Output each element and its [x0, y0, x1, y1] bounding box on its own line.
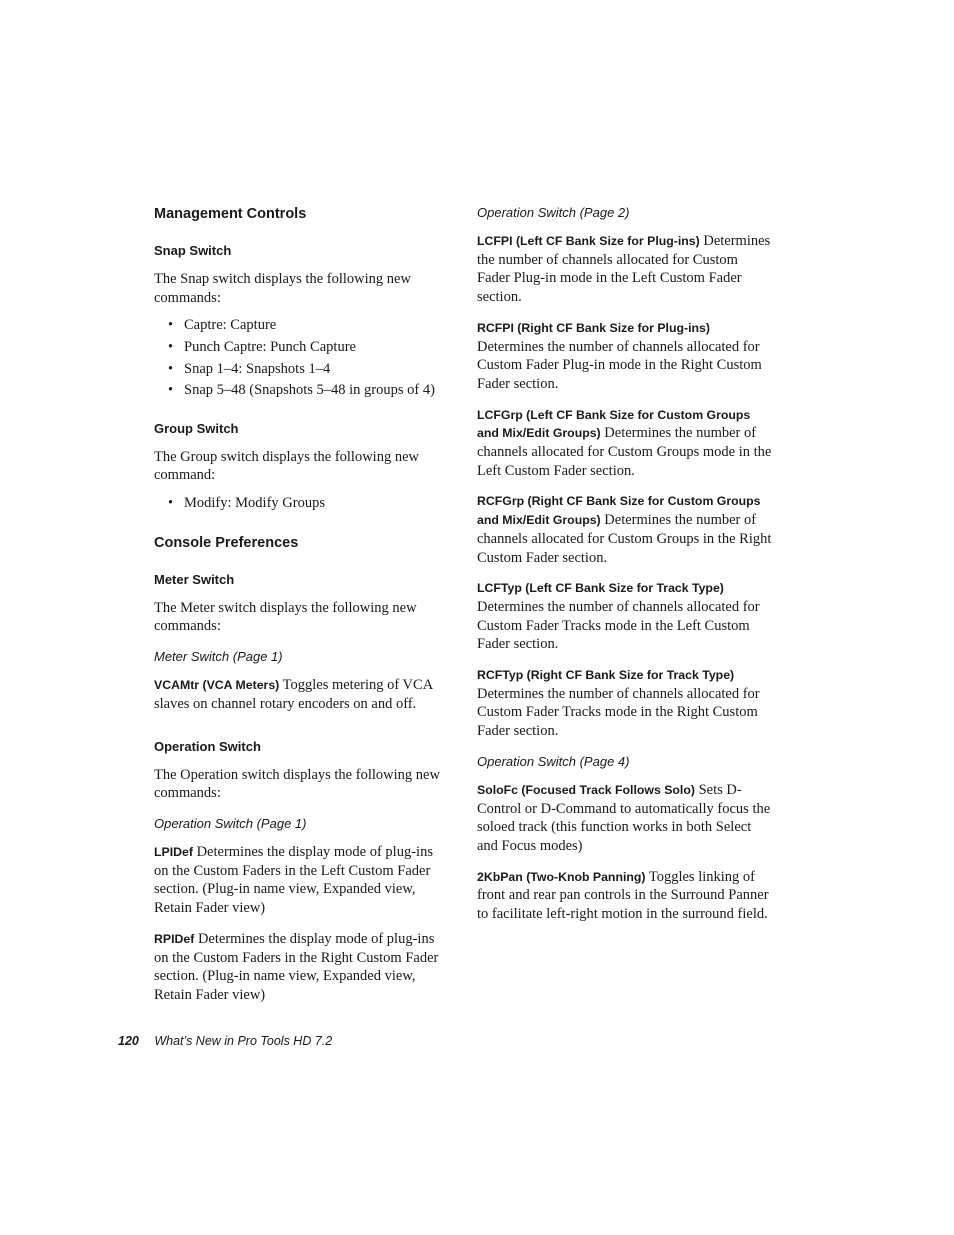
term-description: Determines the display mode of plug-ins on the Custom Faders in the Right Custom Fader section. (Plug-in name view, Expanded view, Retain Fader view)	[154, 930, 439, 1003]
term-label: RPIDef	[154, 931, 195, 946]
subheading-operation-switch: Operation Switch	[154, 738, 261, 754]
group-command-list	[154, 493, 450, 515]
right-column	[477, 204, 773, 936]
meter-description: The Meter switch displays the following new commands:	[154, 599, 417, 635]
subheading-snap-switch: Snap Switch	[154, 243, 232, 258]
left-column	[154, 204, 450, 1017]
term-description: Determines the number of channels allocated for Custom Groups mode in the Left Custom Fader section.	[477, 425, 772, 479]
term-label: RCFPI (Right CF Bank Size for Plug-ins)	[477, 320, 710, 335]
rcfpi-entry	[477, 319, 773, 394]
term-description: Determines the number of channels allocated for Custom Fader Plug-in mode in the Right Custom Fader section.	[477, 338, 762, 392]
list-item: • Modify: Modify Groups	[168, 493, 450, 515]
section-heading-console-preferences: Console Preferences	[154, 534, 299, 551]
list-item: • Snap 5–48 (Snapshots 5–48 in groups of 4)	[168, 380, 450, 402]
term-description: Determines the number of channels allocated for Custom Fader Tracks mode in the Left Custom Fader section.	[477, 598, 760, 653]
section-heading-management: Management Controls	[154, 206, 307, 222]
list-item: • Punch Captre: Punch Capture	[168, 337, 450, 359]
term-label: SoloFc (Focused Track Follows Solo)	[477, 782, 695, 797]
term-label: LCFPI (Left CF Bank Size for Plug-ins)	[477, 234, 700, 248]
rcftyp-entry	[477, 666, 773, 741]
term-description: Toggles metering of VCA slaves on channel rotary encoders on and off.	[154, 677, 433, 712]
solofc-entry	[477, 781, 773, 856]
lpldef-entry	[154, 843, 450, 918]
term-description: Toggles linking of front and rear pan controls in the Surround Panner to facilitate left-right motion in the surround field.	[477, 868, 769, 923]
list-item: • Captre: Capture	[168, 315, 450, 337]
term-description: Sets D-Control or D-Command to automatically focus the soloed track (this function works in both Select and Focus modes)	[477, 781, 771, 854]
snap-command-list	[154, 315, 450, 401]
term-label: RCFTyp (Right CF Bank Size for Track Type)	[477, 668, 735, 683]
rcfgrp-entry	[477, 492, 773, 567]
term-description: Determines the number of channels allocated for Custom Groups in the Right Custom Fader section.	[477, 512, 772, 566]
operation-description: The Operation switch displays the following new commands:	[154, 766, 440, 802]
subheading-group-switch: Group Switch	[154, 420, 239, 436]
group-description: The Group switch displays the following new command:	[154, 448, 419, 484]
term-description: Determines the number of channels allocated for Custom Fader Plug-in mode in the Left Custom Fader section.	[477, 233, 771, 306]
term-label: LCFGrp (Left CF Bank Size for Custom Groups and Mix/Edit Groups)	[477, 407, 751, 441]
term-label: RCFGrp (Right CF Bank Size for Custom Groups and Mix/Edit Groups)	[477, 494, 761, 528]
term-label: VCAMtr (VCA Meters)	[154, 678, 280, 693]
document-title: What’s New in Pro Tools HD 7.2	[154, 1034, 333, 1048]
lcftyp-entry	[477, 579, 773, 654]
snap-description: The Snap switch displays the following new commands:	[154, 271, 411, 306]
lcfgrp-entry	[477, 406, 773, 481]
term-description: Determines the display mode of plug-ins on the Custom Faders in the Left Custom Fader section. (Plug-in name view, Expanded view, Retain Fader view)	[154, 844, 433, 917]
rpldef-entry	[154, 930, 450, 1005]
page-number: 120	[118, 1034, 139, 1048]
subheading-operation-page-4: Operation Switch (Page 4)	[477, 753, 630, 769]
subheading-operation-page-2: Operation Switch (Page 2)	[477, 205, 630, 220]
lcfpi-entry	[477, 232, 773, 307]
subheading-meter-switch: Meter Switch	[154, 571, 235, 587]
twokbpan-entry	[477, 868, 773, 924]
term-description: Determines the number of channels allocated for Custom Fader Tracks mode in the Right Custom Fader section.	[477, 685, 760, 740]
subheading-operation-page-1: Operation Switch (Page 1)	[154, 816, 307, 831]
term-label: LPIDef	[154, 845, 193, 859]
term-label: 2KbPan (Two-Knob Panning)	[477, 869, 646, 884]
subheading-meter-page-1: Meter Switch (Page 1)	[154, 649, 283, 665]
list-item: • Snap 1–4: Snapshots 1–4	[168, 359, 450, 381]
page-footer	[118, 1034, 332, 1048]
term-label: LCFTyp (Left CF Bank Size for Track Type)	[477, 581, 724, 596]
vcamtr-entry	[154, 676, 450, 713]
